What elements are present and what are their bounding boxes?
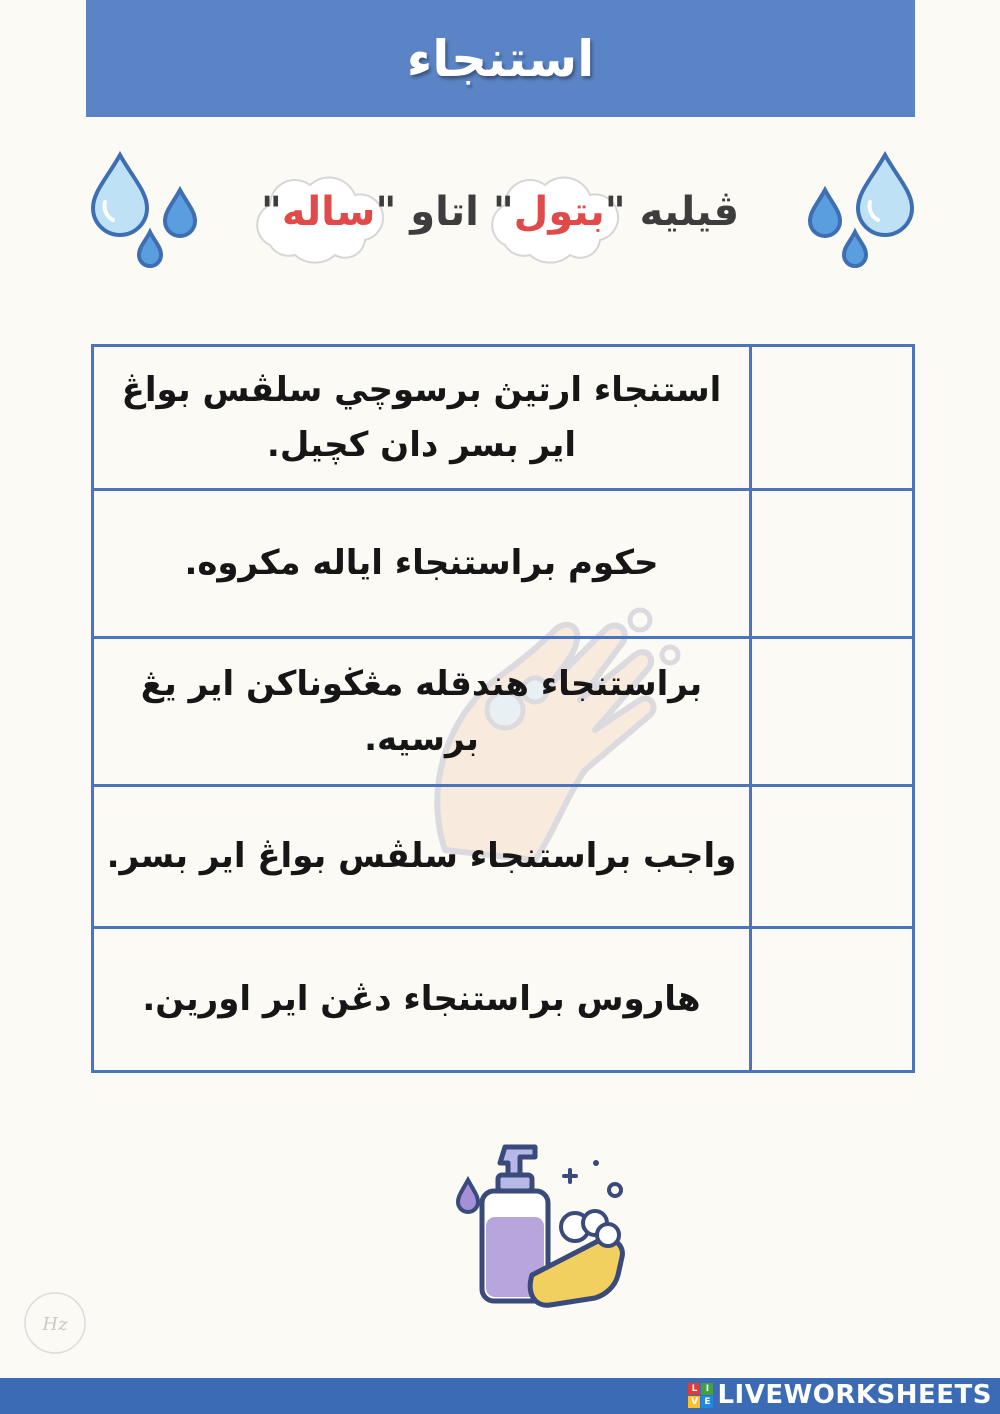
instruction-prefix: ڤيليه (639, 189, 740, 235)
table-row (93, 638, 914, 786)
true-false-table (91, 344, 915, 1073)
quote-mark: " (492, 189, 514, 235)
statement-cell: هاروس براستنجاء دڠن اير اورين. (93, 928, 751, 1072)
instruction (255, 165, 745, 275)
water-drops-left-icon (85, 150, 200, 279)
quote-mark: " (375, 189, 397, 235)
quote-mark: " (604, 189, 626, 235)
table-row (93, 928, 914, 1072)
instruction-text (255, 189, 745, 235)
answer-box[interactable] (751, 346, 914, 490)
answer-box[interactable] (751, 786, 914, 928)
answer-box[interactable] (751, 490, 914, 638)
footer-bar (0, 1378, 1000, 1414)
liveworksheets-brand: LIVEWORKSHEETS (717, 1380, 992, 1410)
soap-dispenser-icon (450, 1135, 640, 1314)
table-row (93, 346, 914, 490)
author-logo (22, 1290, 88, 1360)
option-false: ساله (281, 189, 376, 235)
table-row (93, 490, 914, 638)
liveworksheets-logo[interactable] (688, 1380, 992, 1410)
logo-initials: Hz (42, 1314, 68, 1335)
statement-cell: براستنجاء هندقله مڠڬوناکن اير يڠ برسيه. (93, 638, 751, 786)
answer-box[interactable] (751, 638, 914, 786)
option-true: بتول (513, 189, 605, 235)
statement-cell: استنجاء ارتيڽ برسوچي سلڤس بواڠ اير بسر دان کچيل. (93, 346, 751, 490)
statement-cell: حکوم براستنجاء اياله مکروه. (93, 490, 751, 638)
statement-cell: واجب براستنجاء سلڤس بواڠ اير بسر. (93, 786, 751, 928)
liveworksheets-badge-icon: L I V E (688, 1383, 713, 1408)
table-row (93, 786, 914, 928)
instruction-conjunction: اتاو (410, 189, 479, 235)
answer-box[interactable] (751, 928, 914, 1072)
quote-mark: " (260, 189, 282, 235)
page-title: استنجاء (406, 29, 595, 88)
water-drops-right-icon (805, 150, 920, 279)
title-bar (86, 0, 915, 117)
